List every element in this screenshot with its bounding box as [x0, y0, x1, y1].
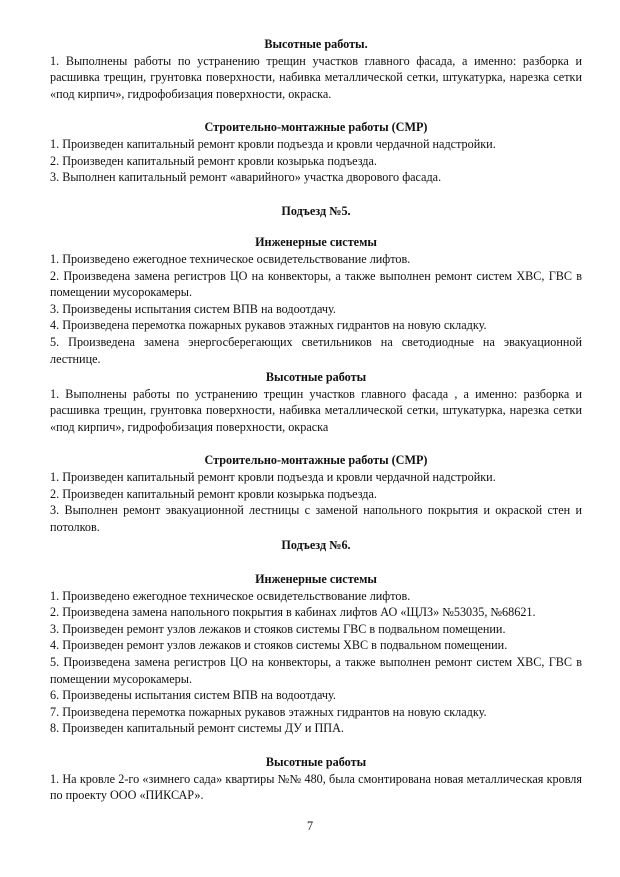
list-item: 2. Произведен капитальный ремонт кровли козырька подъезда.: [50, 486, 377, 501]
list-item: 3. Выполнен ремонт эвакуационной лестницы с заменой напольного покрытия и окраской стен и потолков.: [50, 503, 582, 534]
list-item: 3. Произведены испытания систем ВПВ на водоотдачу.: [50, 301, 336, 316]
list-item: 1. Произведен капитальный ремонт кровли подъезда и кровли чердачной надстройки.: [50, 470, 496, 485]
list-item: 1. Выполнены работы по устранению трещин участков главного фасада , а именно: разборка и расшивка трещин, грунтовка поверхности, набивка металлической сетки, штукатурка, нарезка сетки «под кирпич», гидрофобизация поверхности, окраска: [50, 386, 582, 434]
section-heading-construction-works: Строительно-монтажные работы (СМР): [204, 120, 428, 135]
list-item: 3. Произведен ремонт узлов лежаков и стояков системы ГВС в подвальном помещении.: [50, 621, 506, 636]
list-item: 3. Выполнен капитальный ремонт «аварийного» участка дворового фасада.: [50, 170, 442, 185]
section-heading-high-altitude-works: Высотные работы.: [264, 37, 368, 51]
page-number: 7: [306, 819, 314, 833]
section-heading-construction-works: Строительно-монтажные работы (СМР): [204, 453, 428, 468]
list-item: 2. Произведена замена напольного покрытия в кабинах лифтов АО «ЩЛЗ» №53035, №68621.: [50, 605, 536, 620]
list-item: 8. Произведен капитальный ремонт системы ДУ и ППА.: [50, 721, 344, 736]
list-item: 4. Произведена перемотка пожарных рукавов этажных гидрантов на новую складку.: [50, 318, 487, 333]
entrance-heading-5: Подъезд №5.: [281, 203, 351, 218]
section-heading-engineering-systems: Инженерные системы: [255, 235, 377, 250]
list-item: 5. Произведена замена регистров ЦО на конвекторы, а также выполнен ремонт систем ХВС, ГВС в помещении мусорокамеры.: [50, 655, 582, 686]
list-item: 4. Произведен ремонт узлов лежаков и стояков системы ХВС в подвальном помещении.: [50, 638, 508, 653]
section-heading-high-altitude-works: Высотные работы: [265, 754, 367, 769]
list-item: 6. Произведены испытания систем ВПВ на водоотдачу.: [50, 688, 336, 703]
list-item: 7. Произведена перемотка пожарных рукавов этажных гидрантов на новую складку.: [50, 704, 487, 719]
list-item: 1. Произведено ежегодное техническое освидетельствование лифтов.: [50, 588, 411, 603]
list-item: 5. Произведена замена энергосберегающих светильников на светодиодные на эвакуационной лестнице.: [50, 334, 582, 366]
list-item: 1. Произведен капитальный ремонт кровли подъезда и кровли чердачной надстройки.: [50, 136, 496, 151]
list-item: 2. Произведена замена регистров ЦО на конвекторы, а также выполнен ремонт систем ХВС, ГВС в помещении мусорокамеры.: [50, 268, 582, 300]
list-item: 2. Произведен капитальный ремонт кровли козырька подъезда.: [50, 153, 377, 168]
list-item: 1. Произведено ежегодное техническое освидетельствование лифтов.: [50, 251, 411, 266]
list-item: 1. Выполнены работы по устранению трещин участков главного фасада, а именно: разборка и расшивка трещин, грунтовка поверхности, набивка металлической сетки, штукатурка, нарезка сетки «под кирпич», гидрофобизация поверхности, окраска.: [50, 53, 582, 101]
list-item: 1. На кровле 2-го «зимнего сада» квартиры №№ 480, была смонтирована новая металлическая кровля по проекту ООО «ПИКСАР».: [50, 771, 582, 803]
section-heading-engineering-systems: Инженерные системы: [255, 572, 377, 587]
section-heading-high-altitude-works: Высотные работы: [265, 370, 367, 385]
entrance-heading-6: Подъезд №6.: [281, 538, 351, 553]
document-body: [50, 36, 582, 804]
